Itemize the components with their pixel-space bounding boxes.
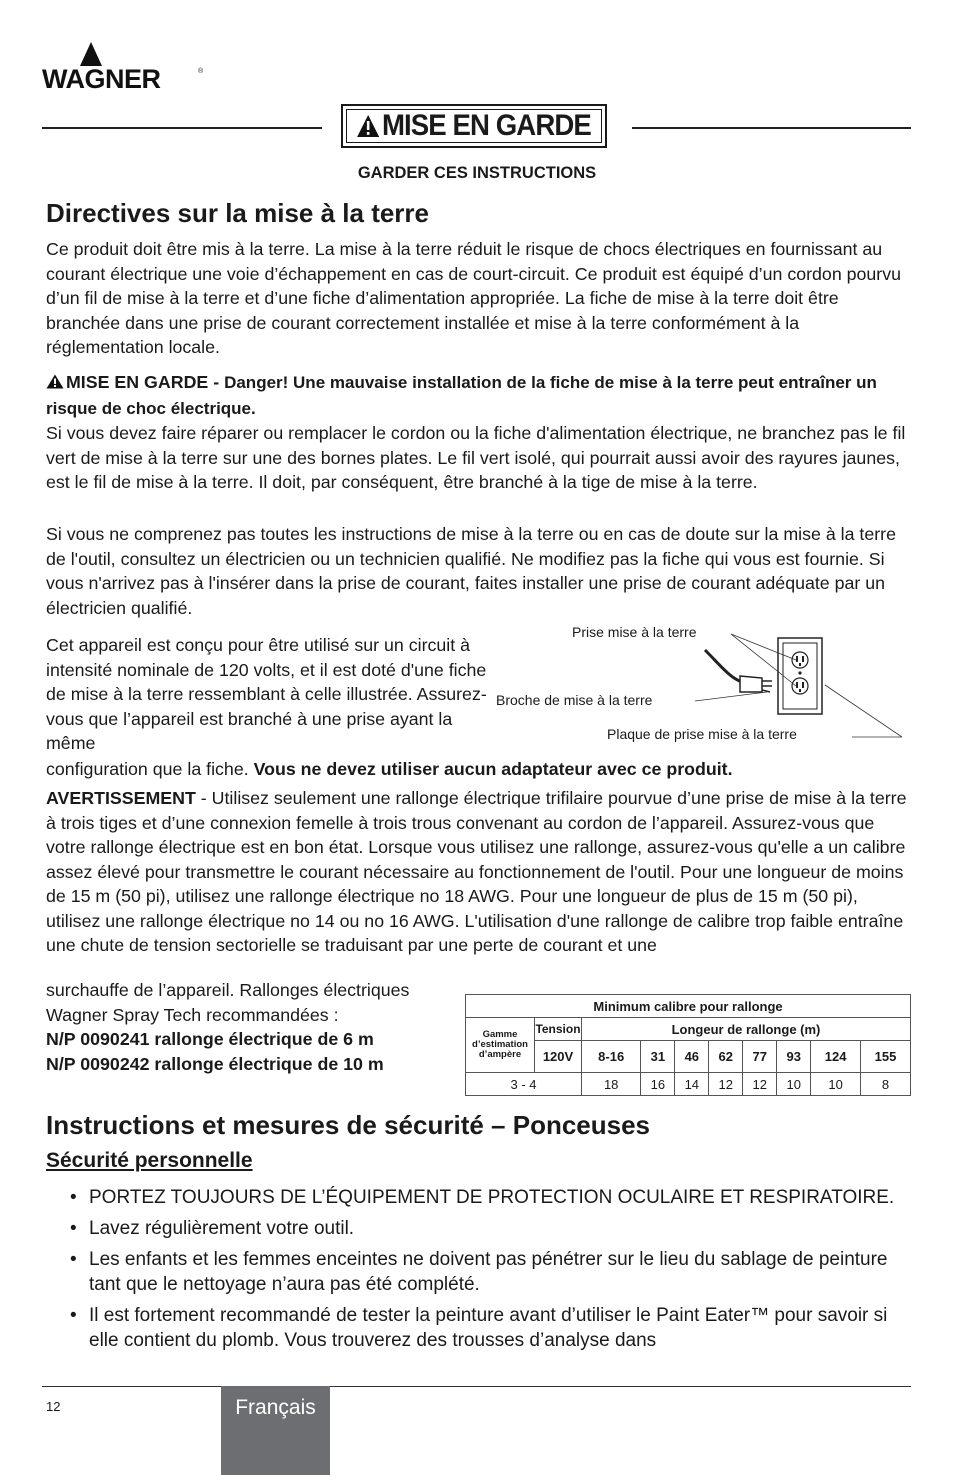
page-number: 12 [46, 1399, 61, 1414]
language-label: Français [235, 1396, 316, 1419]
subheading-personal-safety: Sécurité personnelle [46, 1149, 253, 1172]
gauge-cell: 18 [582, 1073, 641, 1096]
grounding-warning-paragraph [46, 370, 912, 495]
amp-range-cell: 3 - 4 [466, 1073, 582, 1096]
grounding-intro-paragraph: Ce produit doit être mis à la terre. La mise à la terre réduit le risque de chocs électriques en fournissant au courant électrique une voie d’échappement en cas de court-circuit. Ce produit est équipé d’un cordon pourvu d’un fil de mise à la terre et d’une fiche d’alimentation appropriée. La fiche de mise à la terre doit être branchée dans une prise de courant correctement installée et mise à la terre conformément à la réglementation locale. [46, 239, 902, 357]
gauge-cell: 8 [861, 1073, 911, 1096]
label-grounding-pin: Broche de mise à la terre [496, 692, 653, 708]
list-item: • Les enfants et les femmes enceintes ne doivent pas pénétrer sur le lieu du sablage de peinture tant que le nettoyage n’aura pas été complété. [70, 1249, 888, 1295]
table-title: Minimum calibre pour rallonge [466, 995, 911, 1018]
plug-config-text: configuration que la fiche. [46, 759, 254, 779]
adapter-warning-paragraph [46, 757, 912, 782]
length-cell: 93 [777, 1041, 811, 1073]
no-adapter-bold: Vous ne devez utiliser aucun adaptateur avec ce produit. [253, 759, 733, 779]
keep-instructions-subtitle: GARDER CES INSTRUCTIONS [357, 164, 597, 182]
label-outlet-plate: Plaque de prise mise à la terre [607, 726, 797, 742]
length-cell: 62 [709, 1041, 743, 1073]
col-length-header: Longeur de rallonge (m) [582, 1018, 911, 1041]
extension-cord-gauge-table [465, 994, 911, 1096]
col-amp-header: Gamme d’estimation d’ampère [466, 1018, 535, 1073]
warning-bold-text: Danger! Une mauvaise installation de la fiche de mise à la terre peut entraîner un risque de choc électrique. [46, 373, 877, 418]
gauge-cell: 12 [743, 1073, 777, 1096]
registered-mark: ® [198, 68, 204, 75]
col-tension-header: Tension [535, 1018, 582, 1041]
header-rule-left [42, 127, 322, 129]
list-item: • Il est fortement recommandé de tester la peinture avant d’utiliser le Paint Eater™ pour savoir si elle contient du plomb. Vous trouverez des trousses d’analyse dans [70, 1305, 888, 1351]
recommended-cords-text: surchauffe de l’appareil. Rallonges électriques Wagner Spray Tech recommandées : [46, 980, 410, 1025]
gauge-cell: 12 [709, 1073, 743, 1096]
language-tab [221, 1386, 330, 1475]
logo-mark-icon [80, 42, 102, 66]
part-number-1: N/P 0090241 rallonge électrique de 6 m [46, 1029, 374, 1049]
warning-banner [341, 104, 607, 148]
warning-triangle-small-icon [46, 374, 64, 389]
doubt-paragraph: Si vous ne comprenez pas toutes les instructions de mise à la terre ou en cas de doute sur la mise à la terre de l'outil, consultez un électricien ou un technicien qualifié. Ne modifiez pas la fiche qui vous est fournie. Si vous n'arrivez pas à l'insérer dans la prise de courant, faites installer une prise de courant adéquate par un électricien qualifié. [46, 524, 896, 618]
warning-body-text: Si vous devez faire réparer ou remplacer le cordon ou la fiche d'alimentation électrique, ne branchez pas le fil vert de mise à la terre sur une des bornes plates. Le fil vert isolé, qui pourrait aussi avoir des rayures jaunes, est le fil de mise à la terre. Il doit, par conséquent, être branché à la tige de mise à la terre. [46, 423, 906, 492]
gauge-cell: 16 [641, 1073, 675, 1096]
grounding-figure [490, 620, 910, 750]
length-cell: 155 [861, 1041, 911, 1073]
length-cell: 31 [641, 1041, 675, 1073]
warning-title: MISE EN GARDE [382, 109, 592, 142]
list-item: • Lavez régulièrement votre outil. [70, 1218, 355, 1239]
gauge-cell: 10 [777, 1073, 811, 1096]
list-item: • PORTEZ TOUJOURS DE L’ÉQUIPEMENT DE PROTECTION OCULAIRE ET RESPIRATOIRE. [70, 1187, 895, 1208]
voltage-cell: 120V [535, 1041, 582, 1073]
length-cell: 8-16 [582, 1041, 641, 1073]
extension-cord-warning-paragraph [46, 786, 912, 958]
warning-triangle-icon [357, 114, 381, 138]
label-grounded-outlet: Prise mise à la terre [572, 624, 697, 640]
wagner-logo [42, 42, 202, 92]
warning-label: MISE EN GARDE - [66, 372, 225, 392]
header-rule-right [632, 127, 911, 129]
gauge-cell: 10 [811, 1073, 861, 1096]
length-cell: 77 [743, 1041, 777, 1073]
length-cell: 124 [811, 1041, 861, 1073]
avertissement-text: - Utilisez seulement une rallonge électrique trifilaire pourvue d’une prise de mise à la terre à trois tiges et d’une connexion femelle à trois trous convenant au cordon de l’appareil. Assurez-vous que votre rallonge électrique est en bon état. Lorsque vous utilisez une rallonge, assurez-vous qu'elle a un calibre assez élevé pour transmettre le courant nécessaire au fonctionnement de l'outil. Pour une longueur de moins de 15 m (50 pi), utilisez une rallonge électrique no 18 AWG. Pour une longueur de plus de 15 m (50 pi), utilisez une rallonge électrique no 14 ou no 16 AWG. L'utilisation d'une rallonge de calibre trop faible entraîne une chute de tension sectorielle se traduisant par une perte de courant et une [46, 788, 907, 955]
part-number-2: N/P 0090242 rallonge électrique de 10 m [46, 1053, 384, 1074]
avertissement-label: AVERTISSEMENT [46, 788, 196, 808]
gauge-cell: 14 [675, 1073, 709, 1096]
footer-rule [42, 1386, 911, 1387]
plug-description-paragraph: Cet appareil est conçu pour être utilisé sur un circuit à intensité nominale de 120 volts, et il est doté d'une fiche de mise à la terre ressemblant à celle illustrée. Assurez-vous que l’appareil est branché à une prise ayant la même [46, 635, 487, 753]
safety-bullet-list [70, 1185, 910, 1359]
length-cell: 46 [675, 1041, 709, 1073]
recommended-cords-paragraph [46, 978, 446, 1076]
brand-name: WAGNER [42, 64, 161, 94]
section-heading-sanders: Instructions et mesures de sécurité – Ponceuses [46, 1110, 651, 1140]
section-heading-grounding: Directives sur la mise à la terre [46, 198, 430, 228]
